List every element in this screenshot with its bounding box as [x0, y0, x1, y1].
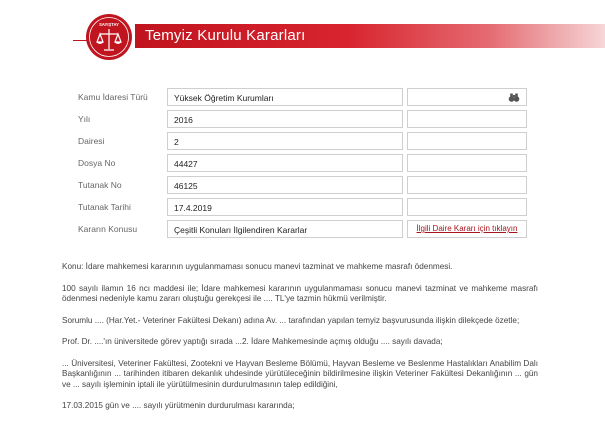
- field-value: 2: [167, 132, 403, 150]
- page-title: Temyiz Kurulu Kararları: [145, 27, 306, 44]
- svg-text:SAYIŞTAY: SAYIŞTAY: [99, 22, 119, 27]
- paragraph: Prof. Dr. ....'ın üniversitede görev yaptığı sırada ...2. İdare Mahkemesinde açmış olduğu .... sayılı davada;: [62, 337, 443, 346]
- field-value: 17.4.2019: [167, 198, 403, 216]
- side-cell: [407, 176, 527, 194]
- paragraph: Sorumlu .... (Har.Yet.- Veteriner Fakültesi Dekanı) adına Av. ... tarafından yapılan temyiz başvurusunda ilişkin dilekçede özetle;: [62, 315, 520, 325]
- paragraph-subject: Konu: İdare mahkemesi kararının uygulanmaması sonucu manevi tazminat ve mahkeme masrafı ödenmesi.: [62, 262, 453, 271]
- side-cell: [407, 198, 527, 216]
- field-label: Kararın Konusu: [78, 224, 138, 234]
- info-row-kararin-konusu: [70, 220, 540, 240]
- paragraph: ... Üniversitesi, Veteriner Fakültesi, Zootekni ve Hayvan Besleme Bölümü, Hayvan Besleme ve Beslenme Hastalıkları Anabilim Dalı Başkanlığının ... tarihinden itibaren dekanlık uhdesinde yürütüleceğinin bildirilmesine ilişkin Veteriner Fakültesi Dekanlığının ... gün ve ... sayılı işleminin iptali ile yürütülmesinin durdurulmasının talep edildiğini,: [62, 358, 538, 389]
- field-value: 2016: [167, 110, 403, 128]
- field-value: Yüksek Öğretim Kurumları: [167, 88, 403, 106]
- field-label: Tutanak No: [78, 180, 122, 190]
- info-row-tutanak-no: [70, 176, 540, 196]
- search-box[interactable]: [407, 88, 527, 106]
- info-row-dosya-no: [70, 154, 540, 174]
- field-value: Çeşitli Konuları İlgilendiren Kararlar: [167, 220, 403, 238]
- side-cell: [407, 154, 527, 172]
- field-value: 46125: [167, 176, 403, 194]
- field-label: Tutanak Tarihi: [78, 202, 131, 212]
- info-row-yili: [70, 110, 540, 130]
- decision-text: [62, 262, 538, 423]
- decision-info-table: [70, 88, 540, 242]
- field-label: Dairesi: [78, 136, 105, 146]
- page-header: [0, 0, 605, 70]
- title-bar: [135, 24, 605, 48]
- field-label: Kamu İdaresi Türü: [78, 92, 148, 102]
- related-decision-link[interactable]: İlgili Daire Kararı için tıklayın: [407, 220, 527, 238]
- info-row-tutanak-tarihi: [70, 198, 540, 218]
- field-value: 44427: [167, 154, 403, 172]
- sayistay-logo: [85, 13, 133, 61]
- paragraph: 17.03.2015 gün ve .... sayılı yürütmenin durdurulması kararında;: [62, 401, 295, 410]
- info-row-kamu-idaresi-turu: [70, 88, 540, 108]
- field-label: Yılı: [78, 114, 91, 124]
- info-row-dairesi: [70, 132, 540, 152]
- binoculars-icon[interactable]: [508, 92, 520, 103]
- side-cell: [407, 110, 527, 128]
- side-cell: [407, 132, 527, 150]
- field-label: Dosya No: [78, 158, 116, 168]
- paragraph: 100 sayılı ilamın 16 ncı maddesi ile; İdare mahkemesi kararının uygulanmaması sonucu manevi tazminat ve mahkeme masrafı ödenmesi nedeniyle kamu zararı oluştuğu gerekçesi ile .... TL'ye tazmin hükmü verilmiştir.: [62, 283, 538, 303]
